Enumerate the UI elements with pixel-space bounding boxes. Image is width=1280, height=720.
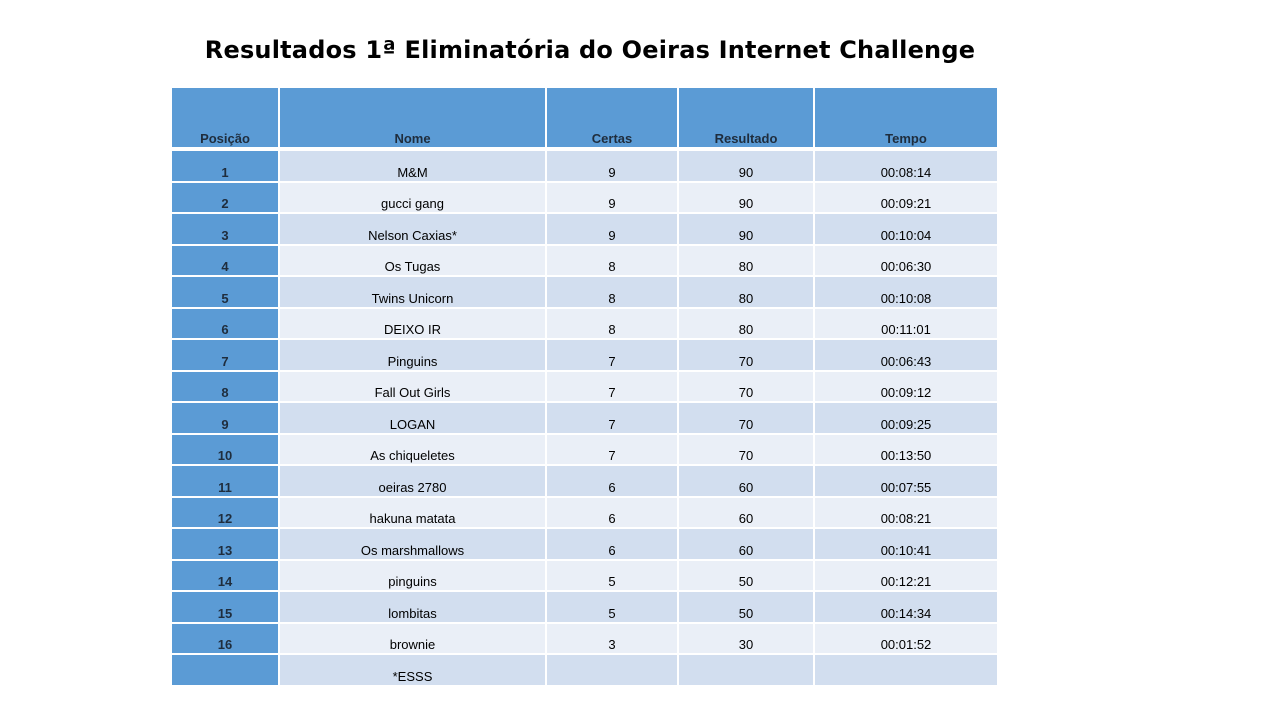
- cell-posicao: 10: [171, 434, 279, 466]
- cell-resultado: 60: [678, 528, 814, 560]
- cell-nome: Os marshmallows: [279, 528, 546, 560]
- table-header-row: [171, 87, 998, 149]
- cell-posicao: 7: [171, 339, 279, 371]
- header-certas: Certas: [546, 87, 678, 149]
- cell-tempo: 00:01:52: [814, 623, 998, 655]
- cell-resultado: 50: [678, 560, 814, 592]
- cell-tempo: 00:06:30: [814, 245, 998, 277]
- cell-certas: 6: [546, 465, 678, 497]
- cell-posicao: 9: [171, 402, 279, 434]
- table-row: [171, 560, 998, 592]
- table-row: [171, 402, 998, 434]
- cell-tempo: 00:10:08: [814, 276, 998, 308]
- cell-nome: hakuna matata: [279, 497, 546, 529]
- cell-certas: 7: [546, 371, 678, 403]
- table-row: [171, 371, 998, 403]
- cell-nome: Pinguins: [279, 339, 546, 371]
- results-table: [170, 86, 999, 687]
- table-row: [171, 434, 998, 466]
- cell-resultado: [678, 654, 814, 686]
- table-row: [171, 339, 998, 371]
- cell-nome: oeiras 2780: [279, 465, 546, 497]
- cell-certas: 5: [546, 591, 678, 623]
- cell-posicao: 12: [171, 497, 279, 529]
- cell-resultado: 60: [678, 497, 814, 529]
- cell-certas: 9: [546, 182, 678, 214]
- cell-certas: 5: [546, 560, 678, 592]
- page-title: Resultados 1ª Eliminatória do Oeiras Internet Challenge: [204, 36, 976, 64]
- cell-certas: 8: [546, 245, 678, 277]
- table-row: [171, 623, 998, 655]
- cell-certas: 6: [546, 528, 678, 560]
- table-row: [171, 182, 998, 214]
- cell-certas: 7: [546, 339, 678, 371]
- header-posicao: Posição: [171, 87, 279, 149]
- cell-resultado: 70: [678, 434, 814, 466]
- cell-tempo: 00:06:43: [814, 339, 998, 371]
- cell-posicao: 1: [171, 149, 279, 182]
- cell-nome: Twins Unicorn: [279, 276, 546, 308]
- cell-nome: As chiqueletes: [279, 434, 546, 466]
- cell-nome: M&M: [279, 149, 546, 182]
- cell-nome: Fall Out Girls: [279, 371, 546, 403]
- header-nome: Nome: [279, 87, 546, 149]
- cell-tempo: 00:12:21: [814, 560, 998, 592]
- cell-tempo: 00:09:12: [814, 371, 998, 403]
- cell-posicao: 15: [171, 591, 279, 623]
- cell-posicao: [171, 654, 279, 686]
- cell-certas: 7: [546, 434, 678, 466]
- cell-tempo: 00:09:25: [814, 402, 998, 434]
- cell-certas: 9: [546, 149, 678, 182]
- table-row: [171, 213, 998, 245]
- cell-nome: lombitas: [279, 591, 546, 623]
- cell-certas: 3: [546, 623, 678, 655]
- cell-posicao: 13: [171, 528, 279, 560]
- cell-resultado: 60: [678, 465, 814, 497]
- cell-resultado: 80: [678, 276, 814, 308]
- table-row: [171, 149, 998, 182]
- cell-tempo: 00:10:41: [814, 528, 998, 560]
- cell-nome: brownie: [279, 623, 546, 655]
- table-row: [171, 465, 998, 497]
- cell-nome: *ESSS: [279, 654, 546, 686]
- cell-nome: Nelson Caxias*: [279, 213, 546, 245]
- cell-nome: gucci gang: [279, 182, 546, 214]
- cell-resultado: 80: [678, 245, 814, 277]
- cell-resultado: 30: [678, 623, 814, 655]
- cell-tempo: 00:09:21: [814, 182, 998, 214]
- cell-tempo: [814, 654, 998, 686]
- cell-posicao: 2: [171, 182, 279, 214]
- cell-posicao: 4: [171, 245, 279, 277]
- cell-resultado: 90: [678, 182, 814, 214]
- cell-posicao: 14: [171, 560, 279, 592]
- cell-certas: 6: [546, 497, 678, 529]
- table-row: [171, 497, 998, 529]
- cell-posicao: 11: [171, 465, 279, 497]
- table-row: [171, 528, 998, 560]
- table-row: [171, 245, 998, 277]
- table-row: [171, 591, 998, 623]
- cell-resultado: 90: [678, 213, 814, 245]
- cell-resultado: 80: [678, 308, 814, 340]
- cell-resultado: 50: [678, 591, 814, 623]
- header-tempo: Tempo: [814, 87, 998, 149]
- cell-tempo: 00:14:34: [814, 591, 998, 623]
- cell-resultado: 70: [678, 371, 814, 403]
- cell-tempo: 00:10:04: [814, 213, 998, 245]
- results-body: [171, 149, 998, 686]
- cell-posicao: 6: [171, 308, 279, 340]
- cell-nome: DEIXO IR: [279, 308, 546, 340]
- header-resultado: Resultado: [678, 87, 814, 149]
- table-row: [171, 308, 998, 340]
- cell-tempo: 00:08:14: [814, 149, 998, 182]
- cell-certas: 8: [546, 308, 678, 340]
- cell-resultado: 90: [678, 149, 814, 182]
- cell-resultado: 70: [678, 339, 814, 371]
- cell-certas: 7: [546, 402, 678, 434]
- cell-tempo: 00:13:50: [814, 434, 998, 466]
- cell-posicao: 16: [171, 623, 279, 655]
- cell-tempo: 00:07:55: [814, 465, 998, 497]
- table-row: [171, 654, 998, 686]
- cell-posicao: 3: [171, 213, 279, 245]
- cell-nome: LOGAN: [279, 402, 546, 434]
- cell-certas: [546, 654, 678, 686]
- cell-tempo: 00:11:01: [814, 308, 998, 340]
- cell-nome: pinguins: [279, 560, 546, 592]
- cell-resultado: 70: [678, 402, 814, 434]
- cell-nome: Os Tugas: [279, 245, 546, 277]
- cell-certas: 8: [546, 276, 678, 308]
- cell-certas: 9: [546, 213, 678, 245]
- cell-tempo: 00:08:21: [814, 497, 998, 529]
- cell-posicao: 5: [171, 276, 279, 308]
- table-row: [171, 276, 998, 308]
- cell-posicao: 8: [171, 371, 279, 403]
